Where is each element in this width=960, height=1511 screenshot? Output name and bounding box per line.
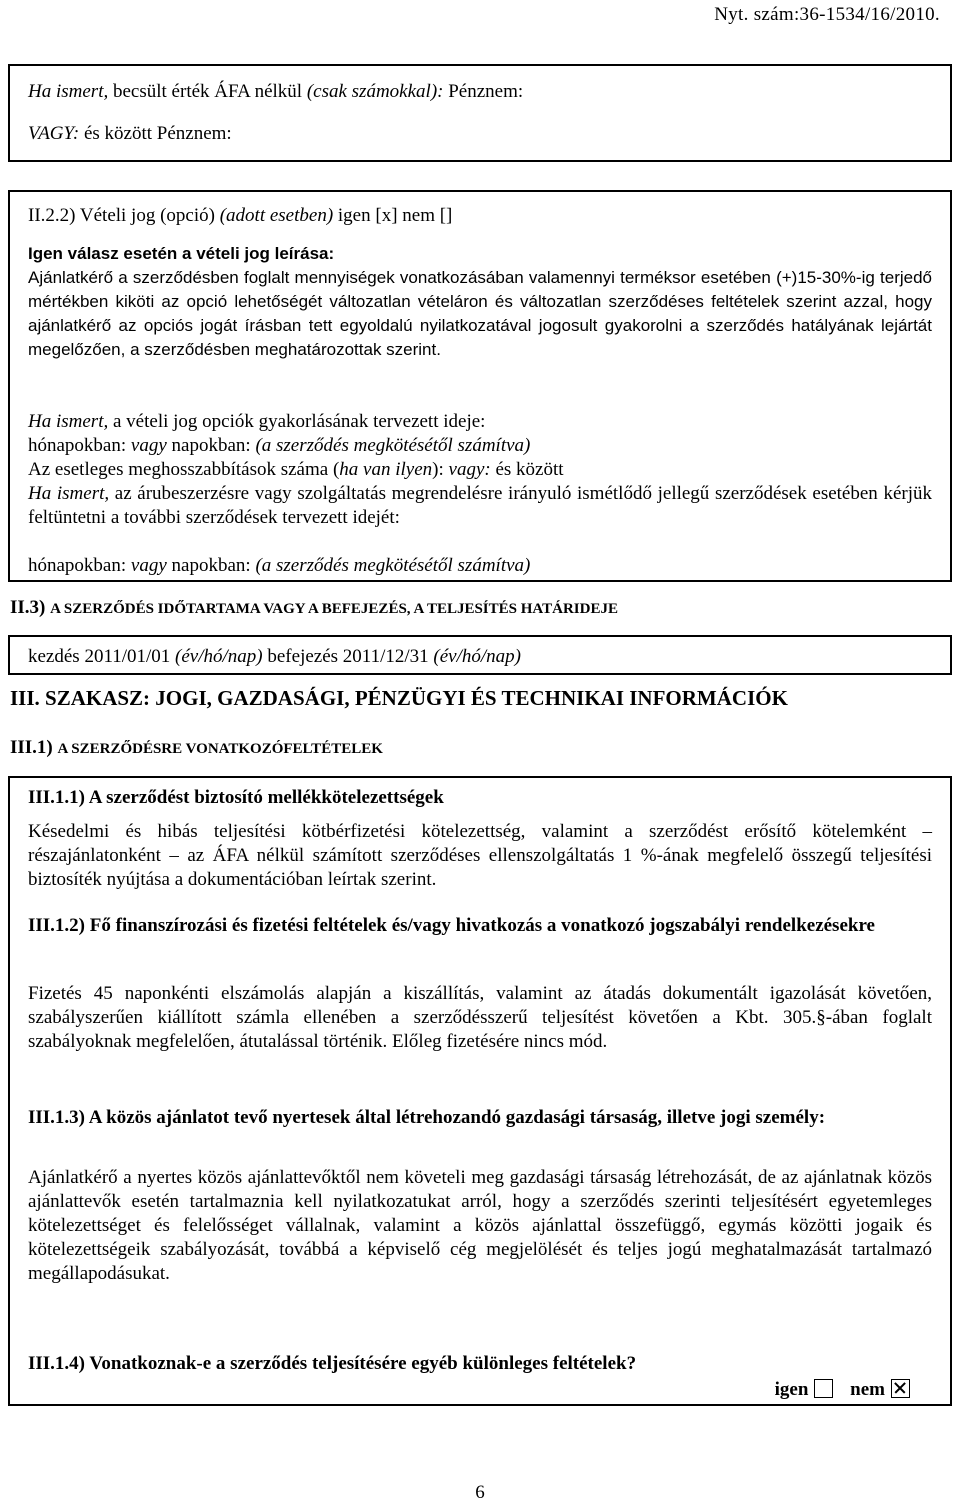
range-label: és között Pénznem:: [79, 123, 232, 144]
option-recurring: Ha ismert, az árubeszerzésre vagy szolgáltatás megrendelésre irányuló ismétlődő jellegű szerződések esetében kérjük feltüntetni a további szerződések tervezett idejét:: [28, 483, 932, 528]
no-checkbox[interactable]: [891, 1379, 910, 1398]
option-box: [8, 190, 952, 582]
s111-text: Késedelmi és hibás teljesítési kötbérfizetési kötelezettség, valamint a szerződést erősítő kötelemként – részajánlatonként – az ÁFA nélkül számított szerződéses ellenszolgáltatás 1 %-ának megfelelő összegű teljesítési biztosíték nyújtása a dokumentációban leírtak szerint.: [28, 821, 932, 890]
if-known-label: Ha ismert,: [28, 81, 109, 102]
value-line-2: [28, 122, 932, 146]
option-desc-heading: Igen válasz esetén a vételi jog leírása:: [28, 244, 335, 263]
option-desc-text: Ajánlatkérő a szerződésben foglalt mennyiségek vonatkozásában valamennyi terméksor esetében (+)15-30%-ig terjedő mértékben kiköti az opció lehetőségét változatlan vételáron és változatlan szerződéses feltételek szerint azzal, hogy ajánlatkérő az opciós jogát írásban tett egyoldalú nyilatkozatával jogosult gyakorolni a szerződés hatályának lejártát megelőzően, a szerződésben meghatározottak szerint.: [28, 268, 932, 359]
option-months: hónapokban: vagy napokban: (a szerződés megkötésétől számítva): [28, 435, 531, 456]
option-months-2: hónapokban: vagy napokban: (a szerződés megkötésétől számítva): [28, 555, 531, 576]
end-date: befejezés 2011/12/31: [262, 646, 434, 667]
duration-dates: kezdés 2011/01/01 (év/hó/nap) befejezés 2011/12/31 (év/hó/nap): [28, 646, 521, 667]
duration-heading: II.3) A SZERZŐDÉS IDŐTARTAMA VAGY A BEFEJEZÉS, A TELJESÍTÉS HATÁRIDEJE: [10, 597, 618, 618]
duration-box: [8, 635, 952, 675]
section3-title: III. SZAKASZ: JOGI, GAZDASÁGI, PÉNZÜGYI ÉS TECHNIKAI INFORMÁCIÓK: [10, 686, 788, 710]
s114-heading: III.1.4) Vonatkoznak-e a szerződés teljesítésére egyéb különleges feltételek?: [28, 1353, 637, 1374]
page-number: 6: [475, 1482, 485, 1503]
section3-1-heading: III.1) A SZERZŐDÉSRE VONATKOZÓFELTÉTELEK: [10, 737, 383, 758]
option-schedule: Ha ismert, a vételi jog opciók gyakorlásának tervezett ideje:: [28, 411, 486, 432]
yes-label: igen: [774, 1379, 809, 1400]
yes-checkbox[interactable]: [814, 1379, 833, 1398]
no-label: nem: [850, 1379, 885, 1400]
or-label: VAGY:: [28, 123, 80, 144]
estimated-value-label: becsült érték ÁFA nélkül: [108, 81, 307, 102]
s111-heading: III.1.1) A szerződést biztosító mellékkötelezettségek: [28, 787, 444, 808]
option-extensions: Az esetleges meghosszabbítások száma (ha van ilyen): vagy: és között: [28, 459, 564, 480]
value-line-1: [28, 80, 932, 104]
section3-box: [8, 776, 952, 1406]
s112-text: Fizetés 45 naponkénti elszámolás alapján a kiszállítás, valamint az átadás dokumentált igazolását követően, szabályszerűen kiállított számla ellenében a szerződésszerű teljesítést követően a Kbt. 305.§-ában foglalt szabályoknak megfelelően, átutalással történik. Előleg fizetésére nincs mód.: [28, 983, 932, 1052]
numbers-only-note: (csak számokkal):: [306, 81, 444, 102]
s112-heading: III.1.2) Fő finanszírozási és fizetési feltételek és/vagy hivatkozás a vonatkozó jogszabályi rendelkezésekre: [28, 915, 875, 936]
option-heading: II.2.2) Vételi jog (opció) (adott esetben) igen [x] nem []: [28, 205, 453, 226]
s113-text: Ajánlatkérő a nyertes közös ajánlattevőktől nem követeli meg gazdasági társaság létrehozását, de az ajánlatnak közös ajánlattevők esetén tartalmaznia kell nyilatkozatukat arról, hogy a szerződés szerinti teljesítésért egyetemleges kötelezettséget és felelősséget vállalnak, valamint a közös ajánlattal összefüggő, egymás közötti jogaik és kötelezettségeik szabályozását, továbbá a képviselő cég megjelölését és teljes jogú meghatalmazását tartalmazó megállapodásukat.: [28, 1167, 932, 1284]
s114-answer: [775, 1378, 910, 1402]
document-reference: Nyt. szám:36-1534/16/2010.: [714, 4, 940, 25]
start-date: kezdés 2011/01/01: [28, 646, 176, 667]
s113-heading: III.1.3) A közös ajánlatot tevő nyertesek által létrehozandó gazdasági társaság, illetve jogi személy:: [28, 1107, 826, 1128]
currency-label: Pénznem:: [443, 81, 524, 102]
value-box: [8, 64, 952, 162]
